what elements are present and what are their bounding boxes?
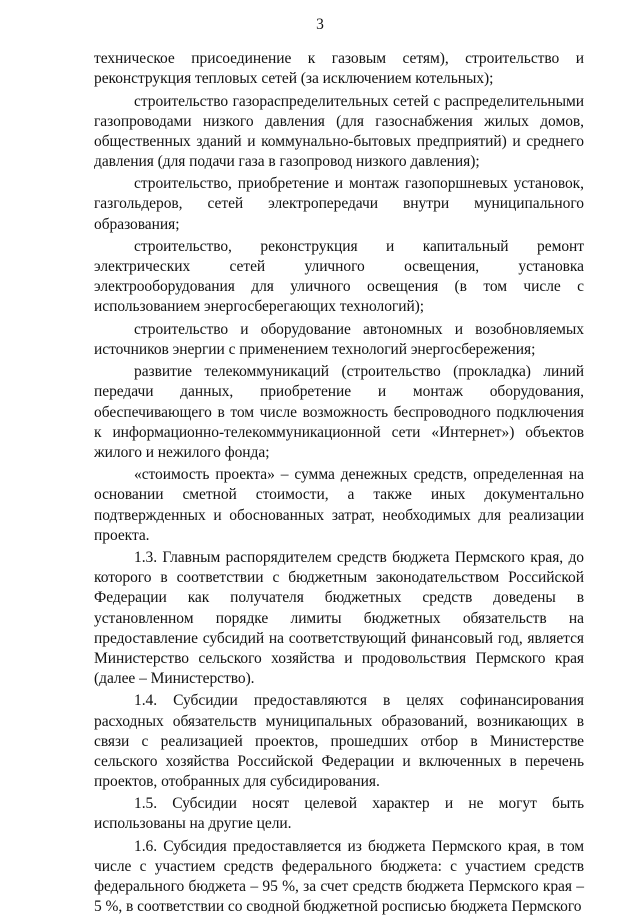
- paragraph-gas-piston-units: строительство, приобретение и монтаж газопоршневых установок, газгольдеров, сетей электропередачи внутри муниципального образования;: [94, 175, 584, 233]
- paragraph-1-5: 1.5. Субсидии носят целевой характер и не могут быть использованы на другие цели.: [94, 795, 584, 833]
- page-number: 3: [316, 16, 324, 33]
- paragraph-street-lighting: строительство, реконструкция и капитальный ремонт электрических сетей уличного освещения, установка электрооборудования для уличного освещения (в том числе с использованием энергосберегающих технологий);: [94, 237, 584, 316]
- paragraph-continuation: техническое присоединение к газовым сетям), строительство и реконструкция тепловых сетей (за исключением котельных);: [94, 50, 584, 88]
- paragraph-gas-distribution: строительство газораспределительных сетей с распределительными газопроводами низкого давления (для газоснабжения жилых домов, общественных зданий и коммунально-бытовых предприятий) и среднего давления (для подачи газа в газопровод низкого давления);: [94, 92, 584, 170]
- document-body: [94, 49, 584, 920]
- paragraph-1-3: 1.3. Главным распорядителем средств бюджета Пермского края, до которого в соответствии с бюджетным законодательством Российской Федерации как получателя бюджетных средств доведены в установленном порядке лимиты бюджетных обязательств на предоставление субсидий на соответствующий финансовый год, является Министерство сельского хозяйства и продовольствия Пермского края (далее – Министерство).: [94, 549, 584, 687]
- paragraph-project-cost: «стоимость проекта» – сумма денежных средств, определенная на основании сметной стоимости, а также иных документально подтвержденных и обоснованных затрат, необходимых для реализации проекта.: [94, 466, 584, 544]
- paragraph-autonomous-energy: строительство и оборудование автономных и возобновляемых источников энергии с применением технологий энергосбережения;: [94, 320, 584, 358]
- paragraph-1-4: 1.4. Субсидии предоставляются в целях софинансирования расходных обязательств муниципальных образований, возникающих в связи с реализацией проектов, прошедших отбор в Министерстве сельского хозяйства Российской Федерации и включенных в перечень проектов, отобранных для субсидирования.: [94, 692, 584, 790]
- paragraph-telecommunications: развитие телекоммуникаций (строительство (прокладка) линий передачи данных, приобретение и монтаж оборудования, обеспечивающего в том числе возможность беспроводного подключения к информационно-телекоммуникационной сети «Интернет») объектов жилого и нежилого фонда;: [94, 363, 584, 461]
- paragraph-1-6: 1.6. Субсидия предоставляется из бюджета Пермского края, в том числе с участием средств федерального бюджета: с участием средств федерального бюджета – 95 %, за счет средств бюджета Пермского края – 5 %, в соответствии со сводной бюджетной росписью бюджета Пермского: [94, 837, 584, 916]
